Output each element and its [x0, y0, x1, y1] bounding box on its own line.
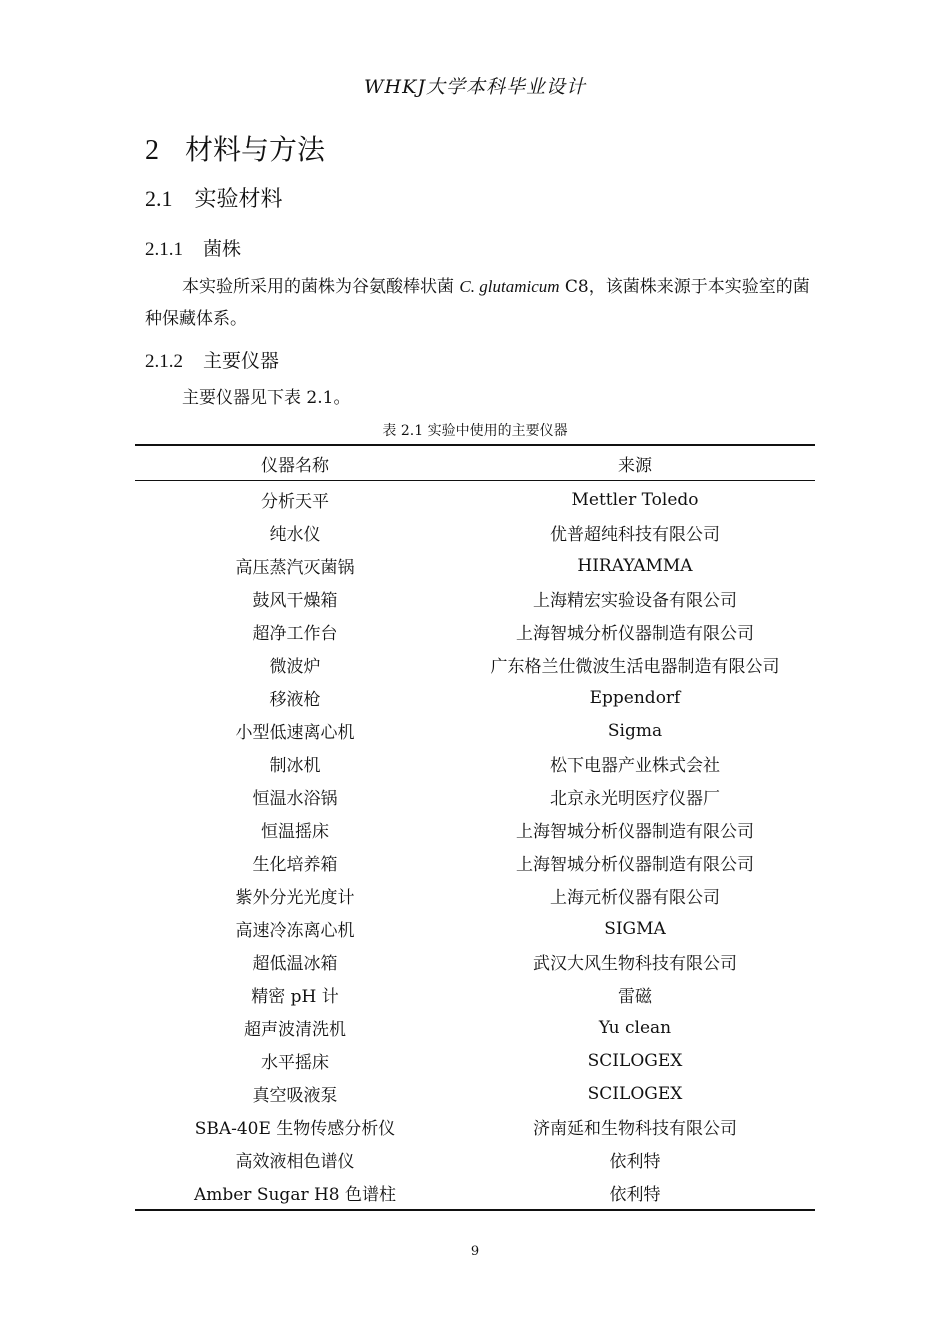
table-row: [135, 582, 815, 615]
table-row: [135, 1011, 815, 1044]
table-row: [135, 780, 815, 813]
instrument-source-cell: Yu clean: [598, 1017, 672, 1038]
paragraph-text: 本实验所采用的菌株为谷氨酸棒状菌: [182, 277, 460, 297]
instrument-name-cell: 高速冷冻离心机: [235, 921, 355, 941]
table-row: [135, 879, 815, 912]
table-row: [135, 516, 815, 549]
instrument-name-cell: 恒温摇床: [261, 822, 329, 842]
chapter-number: 2: [145, 135, 159, 166]
instrument-source-cell: 雷磁: [618, 987, 652, 1007]
instrument-source-cell: 上海精宏实验设备有限公司: [533, 591, 737, 611]
column-header-name: 仪器名称: [135, 445, 455, 481]
instrument-source-cell: 依利特: [455, 1176, 815, 1210]
section-title: 实验材料: [194, 187, 283, 212]
instrument-name-cell: 微波炉: [269, 657, 321, 677]
table-row: [135, 1110, 815, 1143]
table-row: [135, 747, 815, 780]
page-header: WHKJ大学本科毕业设计: [364, 76, 586, 98]
subsection-title: 菌株: [203, 238, 242, 260]
species-name: C. glutamicum: [459, 277, 560, 296]
subsection-number: 2.1.1: [145, 239, 183, 260]
table-row: [135, 1143, 815, 1176]
instrument-name-cell: 高压蒸汽灭菌锅: [235, 558, 355, 578]
instrument-name-cell: 超净工作台: [252, 624, 338, 644]
table-row: [135, 714, 815, 747]
table-row: [135, 648, 815, 681]
instrument-name-cell: 移液枪: [269, 690, 321, 710]
instrument-source-cell: 北京永光明医疗仪器厂: [550, 789, 720, 809]
strain-paragraph: [145, 271, 815, 335]
instrument-name-cell: 恒温水浴锅: [252, 789, 338, 809]
table-row: [135, 813, 815, 846]
table-row: [135, 846, 815, 879]
instrument-name-cell: 小型低速离心机: [235, 723, 355, 743]
instrument-source-cell: 上海智城分析仪器制造有限公司: [516, 855, 754, 875]
table-row: [135, 1176, 815, 1210]
instrument-name-cell: 鼓风干燥箱: [252, 591, 338, 611]
instrument-name-cell: 真空吸液泵: [252, 1086, 338, 1106]
instrument-source-cell: 广东格兰仕微波生活电器制造有限公司: [490, 657, 780, 677]
instrument-source-cell: Sigma: [607, 720, 663, 741]
section-number: 2.1: [145, 186, 173, 211]
instrument-source-cell: 武汉大风生物科技有限公司: [533, 954, 737, 974]
table-header-row: [135, 445, 815, 481]
table-row: [135, 912, 815, 945]
table-row: [135, 549, 815, 582]
instrument-name-cell: 生化培养箱: [252, 855, 338, 875]
table-row: [135, 1044, 815, 1077]
instrument-source-cell: 依利特: [609, 1152, 661, 1172]
subsection-heading-strain: [145, 234, 241, 261]
column-header-source: 来源: [455, 445, 815, 481]
instrument-name-cell: 制冰机: [269, 756, 321, 776]
instrument-name-cell: Amber Sugar H8 色谱柱: [135, 1176, 455, 1210]
instrument-source-cell: SCILOGEX: [587, 1050, 683, 1071]
table-row: [135, 615, 815, 648]
subsection-title: 主要仪器: [203, 350, 280, 372]
instrument-name-cell: 纯水仪: [269, 525, 321, 545]
instrument-source-cell: 济南延和生物科技有限公司: [533, 1119, 737, 1139]
table-row: [135, 978, 815, 1011]
instrument-name-cell: 超声波清洗机: [244, 1020, 346, 1040]
instrument-source-cell: HIRAYAMMA: [577, 555, 693, 576]
table-row: [135, 481, 815, 517]
instrument-name-cell: SBA-40E 生物传感分析仪: [194, 1119, 396, 1139]
table-row: [135, 945, 815, 978]
page-number: 9: [470, 1244, 480, 1259]
table-row: [135, 681, 815, 714]
instrument-name-cell: 精密 pH 计: [251, 987, 339, 1007]
instrument-source-cell: Eppendorf: [589, 687, 681, 708]
instrument-name-cell: 高效液相色谱仪: [235, 1152, 355, 1172]
instrument-name-cell: 超低温冰箱: [252, 954, 338, 974]
instrument-source-cell: 松下电器产业株式会社: [550, 756, 720, 776]
instruments-paragraph: 主要仪器见下表 2.1。: [182, 388, 351, 408]
table-row: [135, 1077, 815, 1110]
chapter-title: 材料与方法: [185, 133, 326, 166]
instrument-name-cell: 分析天平: [261, 492, 329, 512]
instrument-source-cell: 上海智城分析仪器制造有限公司: [516, 822, 754, 842]
subsection-heading-instruments: [145, 346, 279, 373]
instrument-source-cell: 优普超纯科技有限公司: [550, 525, 720, 545]
instrument-name-cell: 水平摇床: [261, 1053, 329, 1073]
subsection-number: 2.1.2: [145, 351, 183, 372]
paragraph-text: C8，该菌株来源于本实验室的菌种保藏体系。: [145, 277, 810, 329]
instrument-name-cell: 紫外分光光度计: [235, 888, 355, 908]
section-heading: [145, 182, 283, 213]
instrument-source-cell: Mettler Toledo: [571, 489, 699, 510]
instrument-source-cell: SIGMA: [604, 918, 666, 939]
instrument-source-cell: 上海元析仪器有限公司: [550, 888, 720, 908]
instruments-table: [135, 444, 815, 1211]
table-caption: 表 2.1 实验中使用的主要仪器: [382, 423, 568, 439]
instrument-source-cell: SCILOGEX: [587, 1083, 683, 1104]
chapter-heading: [145, 128, 325, 168]
instrument-source-cell: 上海智城分析仪器制造有限公司: [516, 624, 754, 644]
